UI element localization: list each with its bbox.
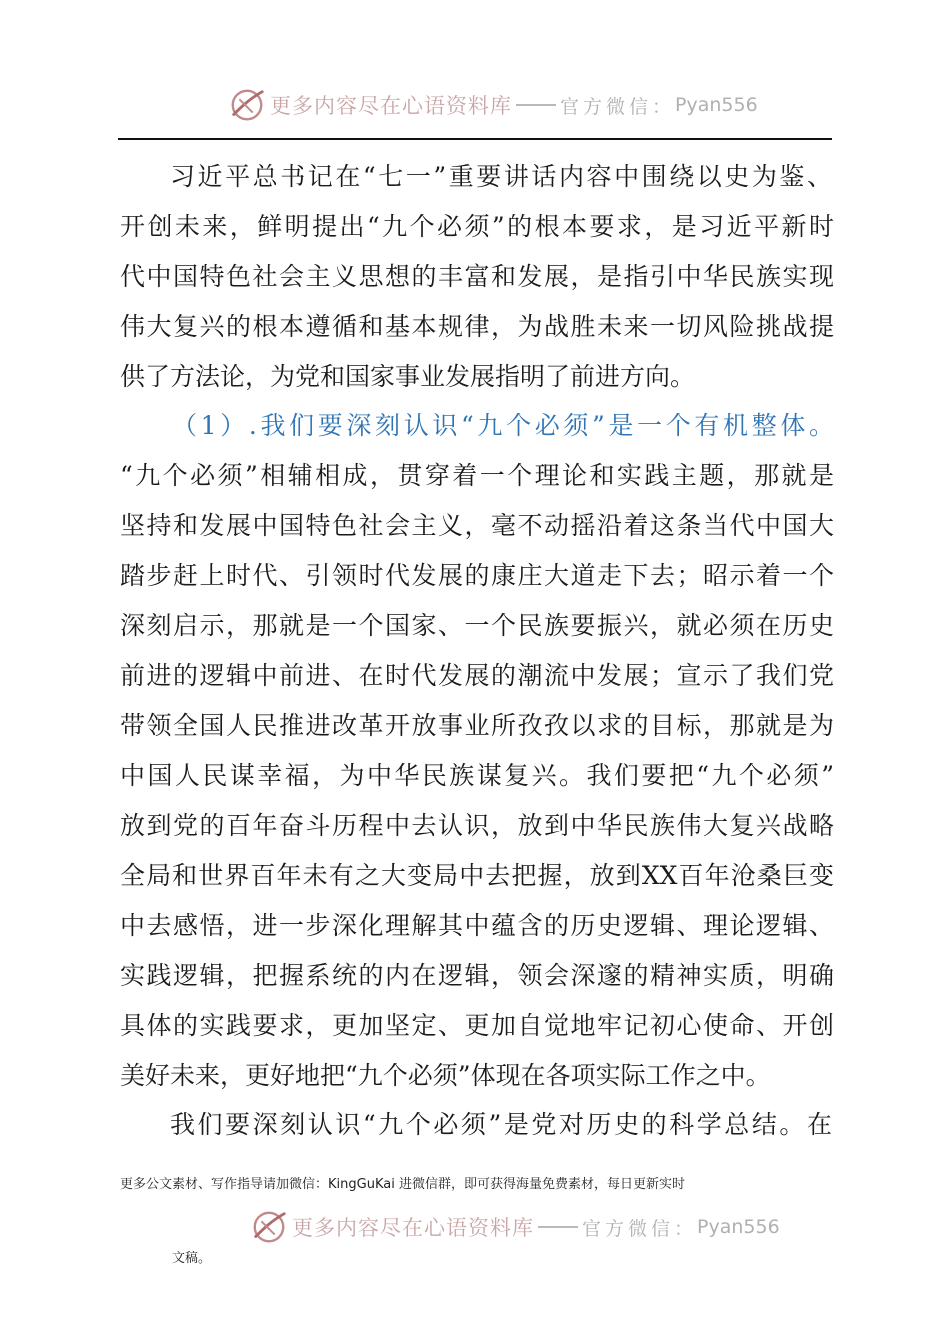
paragraph2-line: 放到党的百年奋斗历程中去认识，放到中华民族伟大复兴战略	[120, 811, 834, 840]
paragraph2-line: 踏步赶上时代、引领时代发展的康庄大道走下去；昭示着一个	[120, 561, 834, 590]
paragraph1-line: 开创未来，鲜明提出“九个必须”的根本要求，是习近平新时	[120, 212, 834, 241]
watermark-brand: 更多内容尽在心语资料库	[292, 1216, 534, 1240]
watermark-banner-top	[228, 86, 758, 124]
watermark-dash	[516, 104, 556, 106]
paragraph2-line: 前进的逻辑中前进、在时代发展的潮流中发展；宣示了我们党	[120, 661, 834, 690]
paragraph2-line: 具体的实践要求，更加坚定、更加自觉地牢记初心使命、开创	[120, 1011, 834, 1040]
paragraph3-line: 我们要深刻认识“九个必须”是党对历史的科学总结。在	[170, 1110, 832, 1139]
watermark-official: 官方微信：	[560, 95, 676, 118]
watermark-id: Pyan556	[697, 1216, 780, 1238]
paragraph1-line: 习近平总书记在“七一”重要讲话内容中围绕以史为鉴、	[170, 162, 832, 191]
paragraph1-line: 供了方法论，为党和国家事业发展指明了前进方向。	[120, 362, 696, 391]
paragraph1-line: 伟大复兴的根本遵循和基本规律，为战胜未来一切风险挑战提	[120, 312, 834, 341]
paragraph2-line: 实践逻辑，把握系统的内在逻辑，领会深邃的精神实质，明确	[120, 961, 834, 990]
footer-line: 文稿。	[172, 1251, 212, 1266]
footer-line: 更多公文素材、写作指导请加微信：KingGuKai 进微信群，即可获得海量免费素材，每日更新实时	[120, 1177, 685, 1192]
watermark-id: Pyan556	[675, 94, 758, 116]
brush-logo-icon	[250, 1208, 288, 1246]
brush-logo-icon	[228, 86, 266, 124]
watermark-brand: 更多内容尽在心语资料库	[270, 94, 512, 118]
paragraph1-line: 代中国特色社会主义思想的丰富和发展，是指引中华民族实现	[120, 262, 834, 291]
paragraph2-line: 带领全国人民推进改革开放事业所孜孜以求的目标，那就是为	[120, 711, 834, 740]
paragraph2-line: 全局和世界百年未有之大变局中去把握，放到XX百年沧桑巨变	[120, 861, 834, 890]
paragraph2-line: 美好未来，更好地把“九个必须”体现在各项实际工作之中。	[120, 1061, 771, 1090]
paragraph2-line: 中去感悟，进一步深化理解其中蕴含的历史逻辑、理论逻辑、	[120, 911, 834, 940]
watermark-banner-bottom	[250, 1208, 780, 1246]
section-heading: （1）.我们要深刻认识“九个必须”是一个有机整体。	[172, 411, 834, 440]
header-rule	[118, 138, 832, 140]
paragraph2-line: 深刻启示，那就是一个国家、一个民族要振兴，就必须在历史	[120, 611, 834, 640]
paragraph2-line: 坚持和发展中国特色社会主义，毫不动摇沿着这条当代中国大	[120, 511, 834, 540]
paragraph2-line: 中国人民谋幸福，为中华民族谋复兴。我们要把“九个必须”	[120, 761, 834, 790]
watermark-dash	[538, 1226, 578, 1228]
watermark-official: 官方微信：	[582, 1217, 698, 1240]
paragraph2-line: “九个必须”相辅相成，贯穿着一个理论和实践主题，那就是	[120, 461, 834, 490]
